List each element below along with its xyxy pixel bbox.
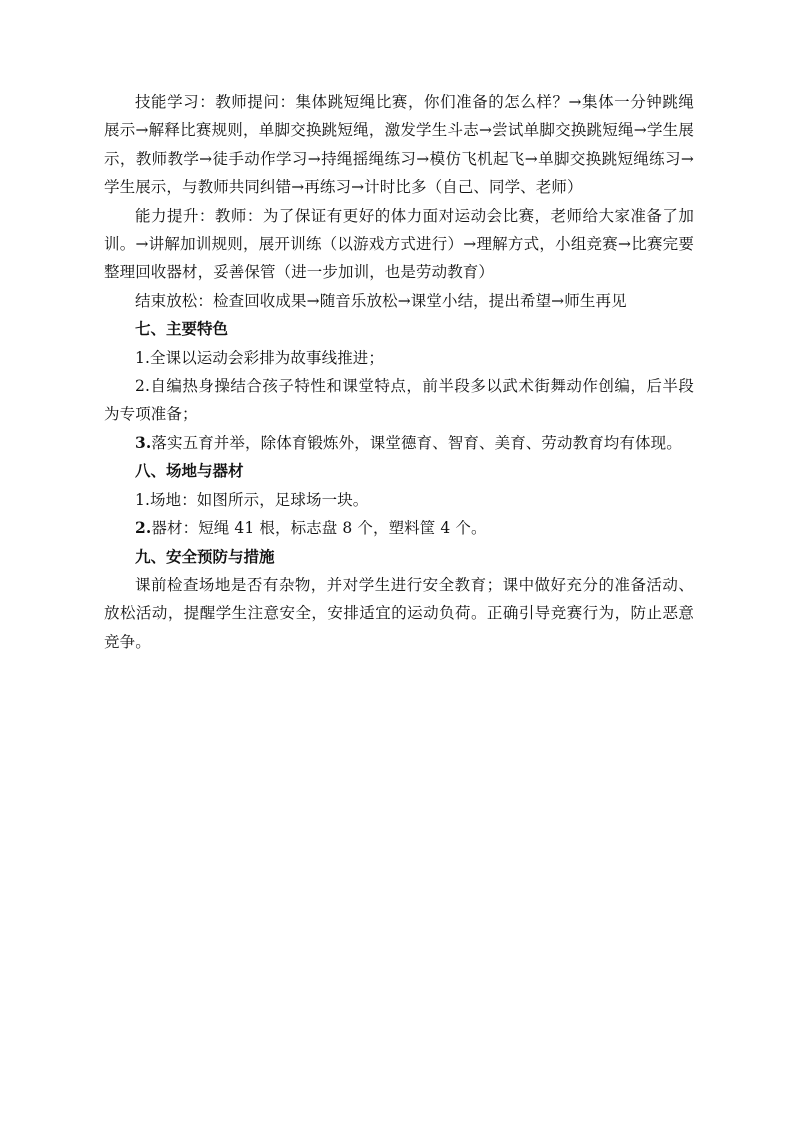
document-page xyxy=(104,88,694,656)
feature-item-3-number: 3. xyxy=(135,432,152,452)
venue-equipment-heading: 八、场地与器材 xyxy=(135,461,244,481)
venue-item-1-number: 1. xyxy=(135,490,150,509)
feature-item-1 xyxy=(104,344,694,372)
venue-item-2-number: 2. xyxy=(135,518,152,538)
venue-item-1 xyxy=(104,486,694,514)
feature-item-2-text: 自编热身操结合孩子特性和课堂特点，前半段多以武术街舞动作创编，后半段为专项准备； xyxy=(104,377,694,424)
venue-item-2 xyxy=(104,514,694,542)
feature-item-1-text: 全课以运动会彩排为故事线推进； xyxy=(150,348,385,367)
feature-item-1-number: 1. xyxy=(135,348,150,367)
features-heading: 七、主要特色 xyxy=(135,319,229,339)
feature-item-3 xyxy=(104,429,694,457)
feature-item-2-number: 2. xyxy=(135,377,150,396)
safety-heading: 九、安全预防与措施 xyxy=(135,546,275,566)
cool-down-paragraph: 结束放松：检查回收成果→随音乐放松→课堂小结，提出希望→师生再见 xyxy=(135,291,627,310)
venue-item-2-text: 器材：短绳 41 根，标志盘 8 个，塑料筐 4 个。 xyxy=(151,519,487,538)
feature-item-3-text: 落实五育并举，除体育锻炼外，课堂德育、智育、美育、劳动教育均有体现。 xyxy=(151,433,682,452)
venue-item-1-text: 场地：如图所示，足球场一块。 xyxy=(150,490,369,509)
safety-paragraph: 课前检查场地是否有杂物，并对学生进行安全教育；课中做好充分的准备活动、放松活动，提醒学生注意安全，安排适宜的运动负荷。正确引导竞赛行为，防止恶意竞争。 xyxy=(104,575,694,651)
feature-item-2 xyxy=(104,372,694,429)
skill-learning-paragraph: 技能学习：教师提问：集体跳短绳比赛，你们准备的怎么样？→集体一分钟跳绳展示→解释比赛规则，单脚交换跳短绳，激发学生斗志→尝试单脚交换跳短绳→学生展示，教师教学→徒手动作学习→持绳摇绳练习→模仿飞机起飞→单脚交换跳短绳练习→学生展示，与教师共同纠错→再练习→计时比多（自己、同学、老师） xyxy=(104,93,694,197)
ability-improvement-paragraph: 能力提升：教师：为了保证有更好的体力面对运动会比赛，老师给大家准备了加训。→讲解加训规则，展开训练（以游戏方式进行）→理解方式，小组竞赛→比赛完要整理回收器材，妥善保管（进一步加训，也是劳动教育） xyxy=(104,206,694,282)
